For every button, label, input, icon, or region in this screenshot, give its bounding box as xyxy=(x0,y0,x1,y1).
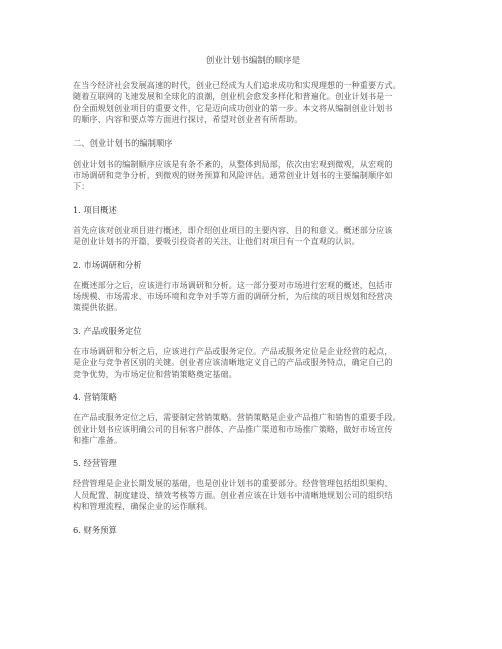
item-heading-financial-budget: 6. 财务预算 xyxy=(73,524,117,535)
item-heading-product-positioning: 3. 产品或服务定位 xyxy=(73,325,142,336)
item-heading-project-overview: 1. 项目概述 xyxy=(73,204,117,215)
item-text-market-research: 在概述部分之后，应该进行市场调研和分析。这一部分要对市场进行宏观的概述，包括市 场规模、市场需求、市场环境和竞争对手等方面的调研分析，为后续的项目规划和经营决 策提供依据。 xyxy=(73,279,393,313)
section-heading: 二、创业计划书的编制顺序 xyxy=(73,137,173,148)
item-heading-operations-management: 5. 经营管理 xyxy=(73,458,117,469)
item-heading-marketing-strategy: 4. 营销策略 xyxy=(73,392,117,403)
item-heading-market-research: 2. 市场调研和分析 xyxy=(73,259,142,270)
document-title: 创业计划书编制的顺序是 xyxy=(205,56,301,66)
item-text-marketing-strategy: 在产品或服务定位之后，需要制定营销策略。营销策略是企业产品推广和销售的重要手段。 创业计划书应该明确公司的目标客户群体、产品推广渠道和市场推广策略，做好市场宣传 和推广准备。 xyxy=(73,412,401,445)
item-text-product-positioning: 在市场调研和分析之后，应该进行产品或服务定位。产品或服务定位是企业经营的起点， 是企业与竞争者区别的关键。创业者应该清晰地定义自己的产品或服务特点，确定自己的 竞争优势，为市场定位和营销策略奠定基础。 xyxy=(73,345,393,379)
intro-paragraph: 在当今经济社会发展高速的时代，创业已经成为人们追求成功和实现理想的一种重要方式。 随着互联网的飞速发展和全球化的浪潮，创业机会愈发多样化和普遍化。创业计划书是一 份全面规划创业项目的重要文件，它是迈向成功创业的第一步。本文将从编制创业计划书 的顺序、内容和要点等方面进行探讨，希望对创业者有所帮助。 xyxy=(73,80,401,125)
section-intro-paragraph: 创业计划书的编制顺序应该是有条不紊的，从整体到局部，依次由宏观到微观，从宏观的 市场调研和竞争分析，到微观的财务预算和风险评估。通常创业计划书的主要编制顺序如 下： xyxy=(73,158,393,192)
item-text-operations-management: 经营管理是企业长期发展的基础，也是创业计划书的重要部分。经营管理包括组织架构、 人员配置、制度建设、绩效考核等方面。创业者应该在计划书中清晰地规划公司的组织结 构和管理流程，确保企业的运作顺利。 xyxy=(73,478,393,512)
document-page xyxy=(73,56,433,545)
item-text-project-overview: 首先应该对创业项目进行概述，即介绍创业项目的主要内容、目的和意义。概述部分应该 是创业计划书的开篇，要吸引投资者的关注，让他们对项目有一个直观的认识。 xyxy=(73,224,393,247)
